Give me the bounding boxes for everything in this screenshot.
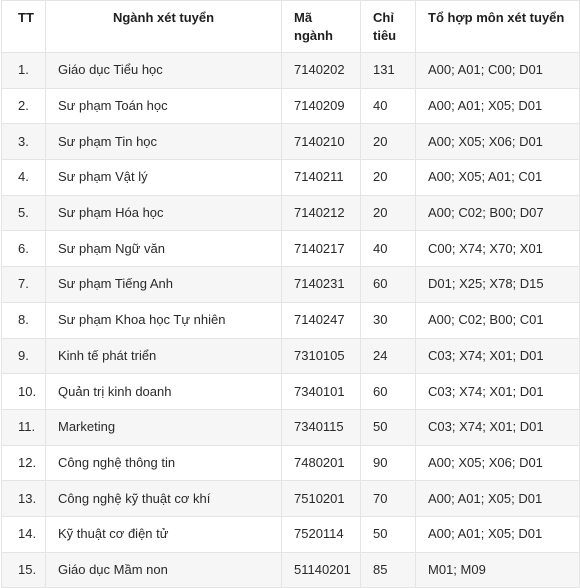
cell-quota: 85 — [361, 552, 416, 588]
cell-combos: A00; A01; X05; D01 — [416, 481, 580, 517]
cell-quota: 131 — [361, 53, 416, 89]
cell-code: 7340115 — [282, 409, 361, 445]
cell-quota: 90 — [361, 445, 416, 481]
cell-quota: 60 — [361, 374, 416, 410]
cell-major: Sư phạm Tiếng Anh — [46, 267, 282, 303]
cell-quota: 60 — [361, 267, 416, 303]
table-row — [2, 302, 580, 338]
cell-major: Kỹ thuật cơ điện tử — [46, 516, 282, 552]
cell-tt: 7. — [2, 267, 46, 303]
table-row — [2, 124, 580, 160]
cell-combos: A00; C02; B00; C01 — [416, 302, 580, 338]
cell-quota: 70 — [361, 481, 416, 517]
table-row — [2, 481, 580, 517]
cell-major: Sư phạm Tin học — [46, 124, 282, 160]
cell-tt: 4. — [2, 160, 46, 196]
cell-major: Công nghệ thông tin — [46, 445, 282, 481]
cell-quota: 30 — [361, 302, 416, 338]
cell-code: 7140231 — [282, 267, 361, 303]
cell-code: 7520114 — [282, 516, 361, 552]
cell-quota: 20 — [361, 124, 416, 160]
cell-code: 7310105 — [282, 338, 361, 374]
cell-tt: 8. — [2, 302, 46, 338]
cell-tt: 12. — [2, 445, 46, 481]
cell-combos: A00; X05; A01; C01 — [416, 160, 580, 196]
cell-quota: 20 — [361, 160, 416, 196]
table-row — [2, 552, 580, 588]
cell-major: Sư phạm Hóa học — [46, 195, 282, 231]
cell-major: Sư phạm Toán học — [46, 88, 282, 124]
cell-combos: C03; X74; X01; D01 — [416, 374, 580, 410]
cell-code: 7140211 — [282, 160, 361, 196]
table-header — [2, 1, 580, 53]
table-row — [2, 267, 580, 303]
cell-tt: 9. — [2, 338, 46, 374]
table-row — [2, 374, 580, 410]
cell-tt: 15. — [2, 552, 46, 588]
table-body — [2, 53, 580, 588]
cell-major: Sư phạm Ngữ văn — [46, 231, 282, 267]
cell-tt: 6. — [2, 231, 46, 267]
cell-combos: A00; A01; X05; D01 — [416, 88, 580, 124]
cell-major: Giáo dục Mầm non — [46, 552, 282, 588]
cell-major: Marketing — [46, 409, 282, 445]
cell-quota: 24 — [361, 338, 416, 374]
table-row — [2, 445, 580, 481]
cell-combos: A00; X05; X06; D01 — [416, 445, 580, 481]
table-row — [2, 53, 580, 89]
cell-major: Quản trị kinh doanh — [46, 374, 282, 410]
cell-major: Kinh tế phát triển — [46, 338, 282, 374]
cell-major: Giáo dục Tiểu học — [46, 53, 282, 89]
cell-tt: 10. — [2, 374, 46, 410]
cell-tt: 13. — [2, 481, 46, 517]
header-tt: TT — [2, 1, 46, 53]
cell-combos: A00; C02; B00; D07 — [416, 195, 580, 231]
cell-tt: 2. — [2, 88, 46, 124]
table-row — [2, 338, 580, 374]
table-row — [2, 409, 580, 445]
cell-tt: 3. — [2, 124, 46, 160]
cell-code: 7140217 — [282, 231, 361, 267]
table-row — [2, 516, 580, 552]
cell-quota: 40 — [361, 231, 416, 267]
cell-code: 7140212 — [282, 195, 361, 231]
table-row — [2, 88, 580, 124]
cell-tt: 5. — [2, 195, 46, 231]
cell-major: Công nghệ kỹ thuật cơ khí — [46, 481, 282, 517]
header-code: Mã ngành — [282, 1, 361, 53]
cell-combos: A00; X05; X06; D01 — [416, 124, 580, 160]
cell-tt: 1. — [2, 53, 46, 89]
cell-code: 7140247 — [282, 302, 361, 338]
table-row — [2, 160, 580, 196]
header-major: Ngành xét tuyển — [46, 1, 282, 53]
cell-quota: 50 — [361, 516, 416, 552]
cell-code: 7340101 — [282, 374, 361, 410]
cell-quota: 20 — [361, 195, 416, 231]
cell-code: 7140202 — [282, 53, 361, 89]
cell-combos: A00; A01; C00; D01 — [416, 53, 580, 89]
header-quota: Chỉ tiêu — [361, 1, 416, 53]
table-row — [2, 195, 580, 231]
cell-code: 51140201 — [282, 552, 361, 588]
cell-code: 7510201 — [282, 481, 361, 517]
admissions-table — [1, 0, 580, 588]
cell-quota: 40 — [361, 88, 416, 124]
cell-major: Sư phạm Khoa học Tự nhiên — [46, 302, 282, 338]
cell-code: 7480201 — [282, 445, 361, 481]
cell-combos: C03; X74; X01; D01 — [416, 409, 580, 445]
cell-code: 7140209 — [282, 88, 361, 124]
cell-major: Sư phạm Vật lý — [46, 160, 282, 196]
cell-combos: A00; A01; X05; D01 — [416, 516, 580, 552]
cell-tt: 14. — [2, 516, 46, 552]
cell-tt: 11. — [2, 409, 46, 445]
header-combos: Tổ hợp môn xét tuyển — [416, 1, 580, 53]
cell-quota: 50 — [361, 409, 416, 445]
header-row — [2, 1, 580, 53]
cell-code: 7140210 — [282, 124, 361, 160]
cell-combos: M01; M09 — [416, 552, 580, 588]
cell-combos: C00; X74; X70; X01 — [416, 231, 580, 267]
cell-combos: C03; X74; X01; D01 — [416, 338, 580, 374]
cell-combos: D01; X25; X78; D15 — [416, 267, 580, 303]
table-row — [2, 231, 580, 267]
